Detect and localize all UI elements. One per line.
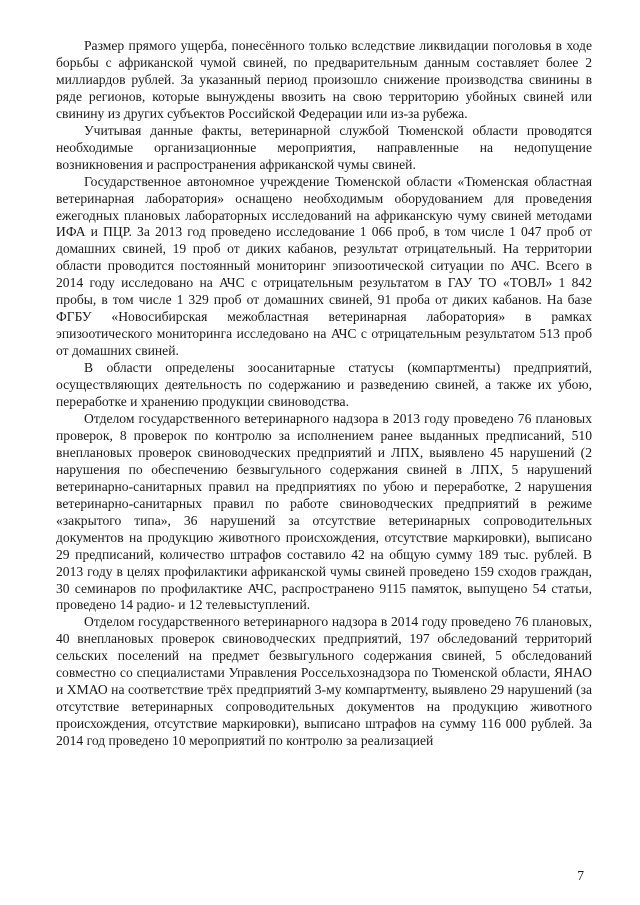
paragraph-measures: Учитывая данные факты, ветеринарной службой Тюменской области проводятся необходимые организационные мероприятия, направленные на недопущение возникновения и распространения африканской чумы свиней. xyxy=(56,122,592,172)
paragraph-inspections-2014: Отделом государственного ветеринарного надзора в 2014 году проведено 76 плановых, 40 внеплановых проверок свиноводческих предприятий, 197 обследований территорий сельских поселений на предмет безвыгульного содержания свиней, 5 обследований совместно со специалистами Управления Россельхознадзора по Тюменской области, ЯНАО и ХМАО на соответствие трёх предприятий 3-му компартменту, выявлено 29 нарушений (за отсутствие ветеринарных сопроводительных документов на продукцию животного происхождения, отсутствие маркировки), выписано штрафов на сумму 116 000 рублей. За 2014 год проведено 10 мероприятий по контролю за реализацией xyxy=(56,614,592,749)
paragraph-damage: Размер прямого ущерба, понесённого только вследствие ликвидации поголовья в ходе борьбы с африканской чумой свиней, по предварительным данным составляет более 2 миллиардов рублей. За указанный период произошло снижение производства свинины в ряде регионов, которые вынуждены ввозить на свою территорию убойных свиней или свинину из других субъектов Российской Федерации или из-за рубежа. xyxy=(56,38,592,121)
paragraph-inspections-2013: Отделом государственного ветеринарного надзора в 2013 году проведено 76 плановых проверок, 8 проверок по контролю за исполнением ранее выданных предписаний, 510 внеплановых проверок свиноводческих предприятий и ЛПХ, выявлено 45 нарушений (2 нарушения по обеспечению безвыгульного содержания свиней в ЛПХ, 5 нарушений ветеринарно-санитарных правил на предприятиях по убою и переработке, 2 нарушения ветеринарно-санитарных правил по работе свиноводческих предприятий в режиме «закрытого типа», 36 нарушений за отсутствие ветеринарных сопроводительных документов на продукцию животного происхождения, отсутствие маркировки), выписано 29 предписаний, количество штрафов составило 42 на общую сумму 189 тыс. рублей. В 2013 году в целях профилактики африканской чумы свиней проведено 159 сходов граждан, 30 семинаров по профилактике АЧС, распространено 9115 памяток, выпущено 54 статьи, проведено 14 радио- и 12 телевыступлений. xyxy=(56,410,592,613)
paragraph-laboratory: Государственное автономное учреждение Тюменской области «Тюменская областная ветеринарная лаборатория» оснащено необходимым оборудованием для проведения ежегодных плановых лабораторных исследований на африканскую чуму свиней методами ИФА и ПЦР. За 2013 год проведено исследование 1 066 проб, в том числе 1 047 проб от домашних свиней, 19 проб от диких кабанов, результат отрицательный. На территории области проводится постоянный мониторинг эпизоотической ситуации по АЧС. Всего в 2014 году исследовано на АЧС с отрицательным результатом в ГАУ ТО «ТОВЛ» 1 842 пробы, в том числе 1 329 проб от домашних свиней, 91 проба от диких кабанов. На базе ФГБУ «Новосибирская межобластная ветеринарная лаборатория» в рамках эпизоотического мониторинга исследовано на АЧС с отрицательным результатом 513 проб от домашних свиней. xyxy=(56,173,592,359)
body-text xyxy=(56,38,592,750)
page-number: 7 xyxy=(577,868,584,883)
paragraph-compartments: В области определены зоосанитарные статусы (компартменты) предприятий, осуществляющих деятельность по содержанию и разведению свиней, а также их убою, переработке и хранению продукции свиноводства. xyxy=(56,360,592,410)
